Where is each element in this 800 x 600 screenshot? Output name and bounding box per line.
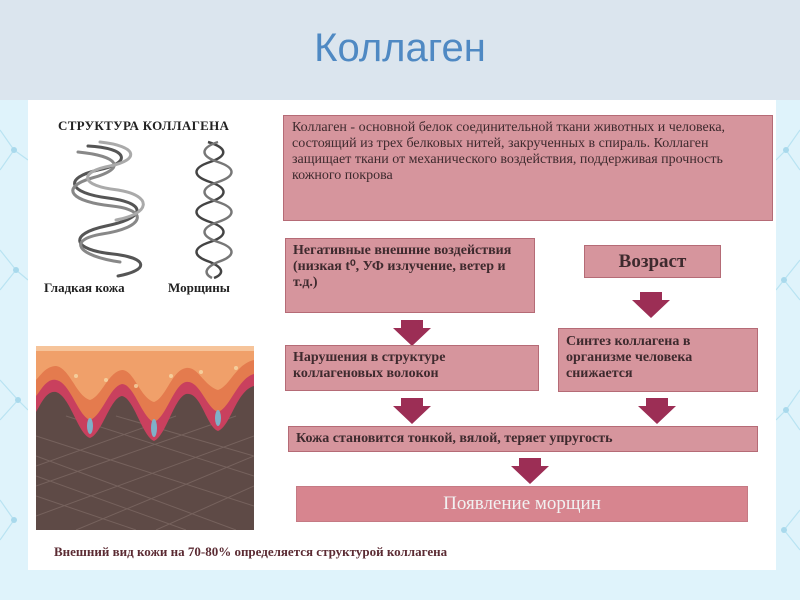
collagen-definition-box: Коллаген - основной белок соединительной ткани животных и человека, состоящий из трех белковых нитей, закрученных в спираль. Коллаген защищает ткани от механического воздействия, поддерживая прочность кожного покрова <box>283 115 773 221</box>
wrinkles-label: Морщины <box>168 280 230 295</box>
structure-violation-box: Нарушения в структуре коллагеновых волокон <box>285 345 539 391</box>
smooth-skin-label: Гладкая кожа <box>44 280 125 295</box>
arrow-down-icon <box>511 458 549 484</box>
arrow-down-icon <box>393 398 431 424</box>
skin-cross-section-image <box>36 346 254 530</box>
age-box: Возраст <box>584 245 721 278</box>
footer-note: Внешний вид кожи на 70-80% определяется структурой коллагена <box>54 544 448 559</box>
arrow-down-icon <box>632 292 670 318</box>
slide-title: Коллаген <box>314 26 486 70</box>
negative-factors-box: Негативные внешние воздействия (низкая t⁰, УФ излучение, ветер и т.д.) <box>285 238 535 313</box>
collagen-helix-illustration <box>58 138 258 280</box>
slide-content <box>28 100 776 570</box>
arrow-down-icon <box>638 398 676 424</box>
smooth-skin-helix <box>73 142 143 276</box>
arrow-down-icon <box>393 320 431 346</box>
synthesis-decrease-box: Синтез коллагена в организме человека снижается <box>558 328 758 392</box>
collagen-structure-title: СТРУКТУРА КОЛЛАГЕНА <box>58 118 230 133</box>
wrinkles-helix <box>197 142 232 278</box>
wrinkles-appear-box: Появление морщин <box>296 486 748 522</box>
skin-thinner-box: Кожа становится тонкой, вялой, теряет упругость <box>288 426 758 452</box>
